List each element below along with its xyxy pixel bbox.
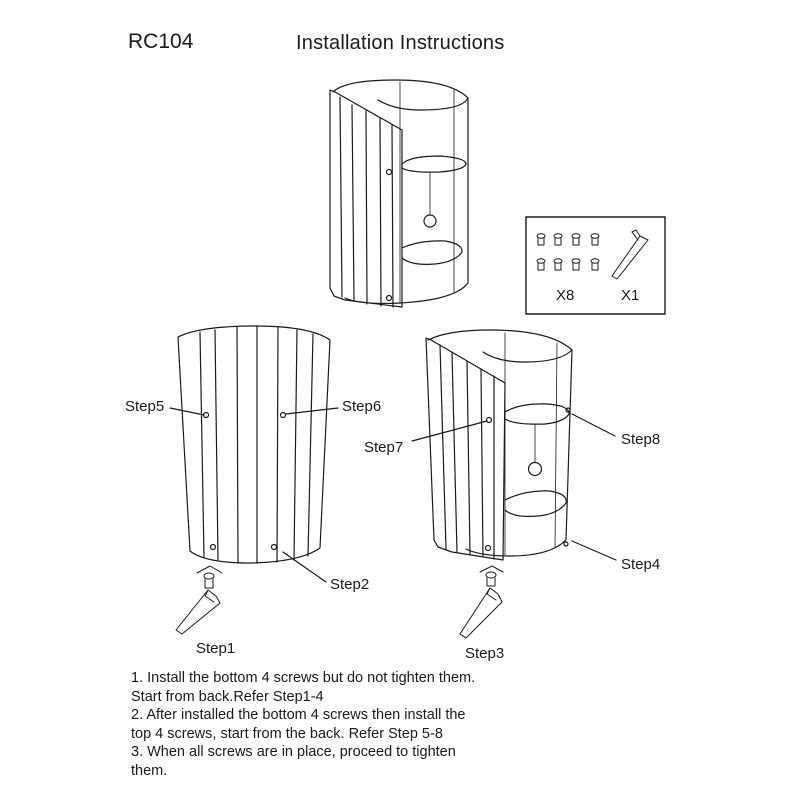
note-line: 2. After installed the bottom 4 screws then install the <box>131 707 466 723</box>
wrench-quantity-label: X1 <box>621 287 640 304</box>
back-view-figure <box>170 326 338 634</box>
note-line: Start from back.Refer Step1-4 <box>131 688 324 705</box>
step7-label: Step7 <box>364 439 404 456</box>
note-line: top 4 screws, start from the back. Refer Step 5-8 <box>131 725 443 742</box>
step3-label: Step3 <box>465 645 505 662</box>
instruction-notes <box>131 669 551 780</box>
step5-label: Step5 <box>125 398 165 415</box>
step2-label: Step2 <box>330 576 370 593</box>
hardware-kit-box <box>526 217 665 314</box>
note-line: 3. When all screws are in place, proceed to tighten <box>131 744 456 760</box>
screws-quantity-label: X8 <box>556 287 575 304</box>
assembled-table-figure <box>330 80 468 307</box>
screw-icons <box>537 234 599 270</box>
front-view-figure <box>412 330 616 638</box>
step6-label: Step6 <box>342 398 382 415</box>
step8-label: Step8 <box>621 431 661 448</box>
note-line: them. <box>131 762 168 779</box>
note-line: 1. Install the bottom 4 screws but do not tighten them. <box>131 670 476 686</box>
step4-label: Step4 <box>621 556 661 573</box>
page-title: Installation Instructions <box>296 32 505 54</box>
allen-wrench-icon <box>612 230 648 279</box>
model-number: RC104 <box>128 30 194 53</box>
step1-label: Step1 <box>196 640 236 657</box>
